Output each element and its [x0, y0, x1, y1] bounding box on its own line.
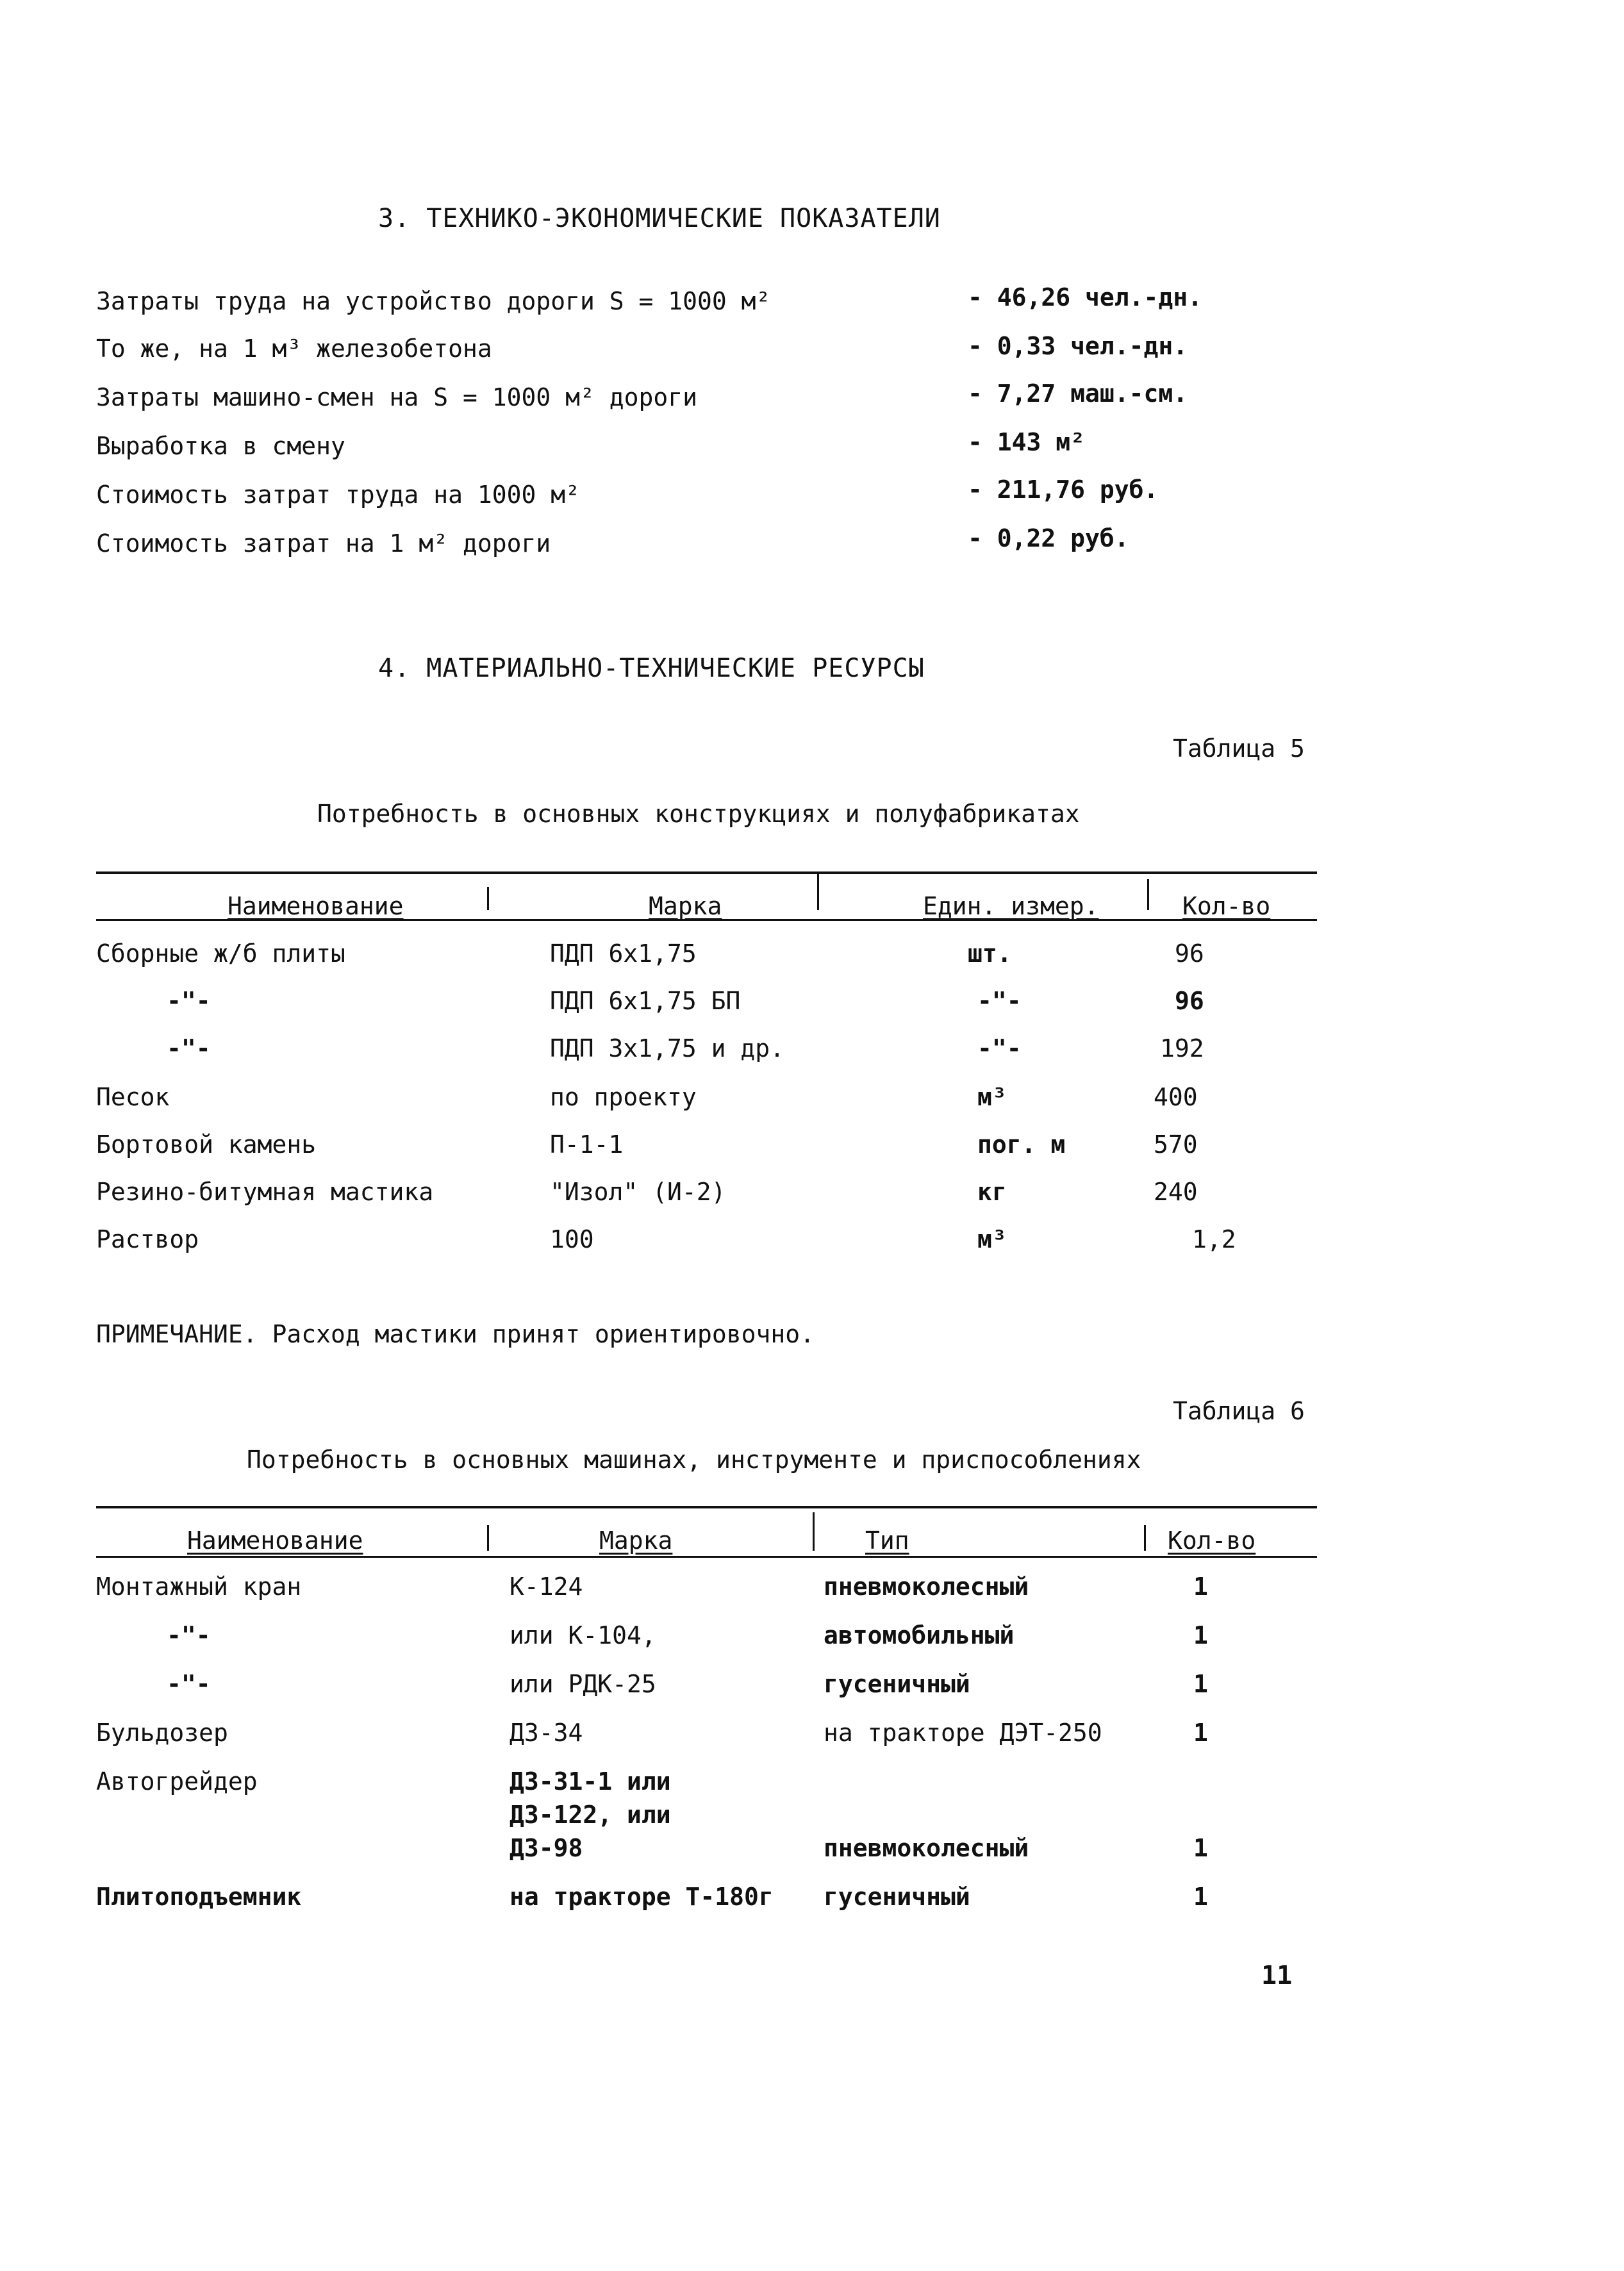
- table-5-caption: Потребность в основных конструкциях и полуфабрикатах: [317, 800, 1080, 828]
- cell-name: Плитоподъемник: [96, 1883, 302, 1911]
- cell-qty: 570: [1154, 1130, 1198, 1159]
- cell-type: гусеничный: [824, 1670, 970, 1698]
- table-row: [0, 939, 1624, 978]
- cell-unit: пог. м: [977, 1130, 1066, 1159]
- indicator-value: - 211,76 руб.: [968, 475, 1159, 504]
- cell-mark: "Изол" (И-2): [550, 1178, 726, 1206]
- header-qty: Кол-во: [1182, 892, 1271, 920]
- table-row: [0, 1573, 1624, 1611]
- cell-name: -"-: [167, 1621, 211, 1649]
- cell-mark: ПДП 3х1,75 и др.: [550, 1034, 785, 1062]
- table-row: [0, 1621, 1624, 1660]
- header-mark: Марка: [649, 892, 722, 920]
- indicator-label: Выработка в смену: [96, 432, 345, 460]
- header-qty: Кол-во: [1168, 1526, 1256, 1555]
- header-mark: Марка: [599, 1526, 673, 1555]
- page-number: 11: [1261, 1961, 1293, 1990]
- table-row: [0, 1883, 1624, 1921]
- cell-unit: -"-: [977, 1034, 1022, 1062]
- indicator-value: - 0,33 чел.-дн.: [968, 332, 1188, 360]
- cell-unit: м³: [977, 1083, 1007, 1111]
- cell-unit: м³: [977, 1225, 1007, 1253]
- cell-mark: ДЗ-98: [510, 1834, 583, 1862]
- table-row: [0, 1719, 1624, 1757]
- cell-qty: 1: [1193, 1670, 1208, 1698]
- cell-mark: по проекту: [550, 1083, 697, 1111]
- table-row: [0, 987, 1624, 1025]
- table-6-top-rule: [96, 1506, 1317, 1508]
- cell-qty: 1,2: [1192, 1225, 1236, 1253]
- table-row: [0, 1670, 1624, 1708]
- cell-qty: 1: [1193, 1573, 1208, 1601]
- header-name: Наименование: [228, 892, 404, 920]
- cell-name: -"-: [167, 987, 211, 1015]
- header-type: Тип: [865, 1526, 909, 1555]
- table-header: [0, 1526, 1624, 1565]
- section-3-title: 3. ТЕХНИКО-ЭКОНОМИЧЕСКИЕ ПОКАЗАТЕЛИ: [378, 204, 941, 233]
- cell-mark: ПДП 6х1,75: [550, 939, 697, 968]
- cell-qty: 96: [1175, 939, 1204, 968]
- table-row: [0, 1083, 1624, 1121]
- cell-mark: ПДП 6х1,75 БП: [550, 987, 741, 1015]
- table-row: [0, 1767, 1624, 1806]
- cell-type: пневмоколесный: [824, 1573, 1029, 1601]
- cell-unit: кг: [977, 1178, 1007, 1206]
- cell-mark: ДЗ-31-1 или: [510, 1767, 671, 1796]
- indicator-value: - 0,22 руб.: [968, 524, 1129, 552]
- cell-mark: или РДК-25: [510, 1670, 656, 1698]
- cell-qty: 1: [1193, 1883, 1208, 1911]
- cell-name: Песок: [96, 1083, 170, 1111]
- table-6-label: Таблица 6: [1173, 1397, 1305, 1425]
- cell-name: Монтажный кран: [96, 1573, 302, 1601]
- cell-mark: 100: [550, 1225, 594, 1253]
- indicator-label: Стоимость затрат труда на 1000 м²: [96, 481, 580, 509]
- table-row: [0, 1801, 1624, 1839]
- indicator-value: - 7,27 маш.-см.: [968, 379, 1188, 408]
- cell-qty: 96: [1175, 987, 1204, 1015]
- header-name: Наименование: [187, 1526, 363, 1555]
- cell-qty: 240: [1154, 1178, 1198, 1206]
- note: ПРИМЕЧАНИЕ. Расход мастики принят ориентировочно.: [96, 1320, 815, 1348]
- cell-type: гусеничный: [824, 1883, 970, 1911]
- cell-type: автомобильный: [824, 1621, 1015, 1649]
- cell-mark: или К-104,: [510, 1621, 656, 1649]
- indicator-label: То же, на 1 м³ железобетона: [96, 334, 492, 363]
- table-5-label: Таблица 5: [1173, 734, 1305, 763]
- cell-type: на тракторе ДЭТ-250: [824, 1719, 1102, 1747]
- cell-qty: 1: [1193, 1621, 1208, 1649]
- indicator-label: Затраты труда на устройство дороги S = 1000 м²: [96, 287, 771, 315]
- cell-qty: 192: [1160, 1034, 1204, 1062]
- cell-qty: 1: [1193, 1834, 1208, 1862]
- table-6-caption: Потребность в основных машинах, инструменте и приспособлениях: [247, 1446, 1141, 1474]
- cell-name: Резино-битумная мастика: [96, 1178, 434, 1206]
- cell-name: Бортовой камень: [96, 1130, 317, 1159]
- cell-qty: 400: [1154, 1083, 1198, 1111]
- table-row: [0, 1034, 1624, 1073]
- cell-mark: ДЗ-122, или: [510, 1801, 671, 1829]
- header-unit: Един. измер.: [923, 892, 1099, 920]
- cell-mark: К-124: [510, 1573, 583, 1601]
- table-5-top-rule: [96, 871, 1317, 874]
- table-header: [0, 892, 1624, 930]
- indicator-value: - 143 м²: [968, 428, 1086, 456]
- table-row: [0, 1834, 1624, 1872]
- cell-unit: шт.: [968, 939, 1012, 968]
- table-row: [0, 1225, 1624, 1264]
- section-4-title: 4. МАТЕРИАЛЬНО-ТЕХНИЧЕСКИЕ РЕСУРСЫ: [378, 654, 925, 683]
- cell-mark: П-1-1: [550, 1130, 624, 1159]
- cell-mark: ДЗ-34: [510, 1719, 583, 1747]
- cell-name: Сборные ж/б плиты: [96, 939, 345, 968]
- cell-name: Бульдозер: [96, 1719, 228, 1747]
- indicator-label: Стоимость затрат на 1 м² дороги: [96, 529, 551, 557]
- cell-type: пневмоколесный: [824, 1834, 1029, 1862]
- table-row: [0, 1130, 1624, 1169]
- indicator-label: Затраты машино-смен на S = 1000 м² дороги: [96, 383, 697, 411]
- cell-qty: 1: [1193, 1719, 1208, 1747]
- cell-name: -"-: [167, 1670, 211, 1698]
- indicator-value: - 46,26 чел.-дн.: [968, 283, 1203, 311]
- cell-mark: на тракторе Т-180г: [510, 1883, 774, 1911]
- cell-unit: -"-: [977, 987, 1022, 1015]
- cell-name: -"-: [167, 1034, 211, 1062]
- cell-name: Автогрейдер: [96, 1767, 258, 1796]
- cell-name: Раствор: [96, 1225, 199, 1253]
- table-row: [0, 1178, 1624, 1216]
